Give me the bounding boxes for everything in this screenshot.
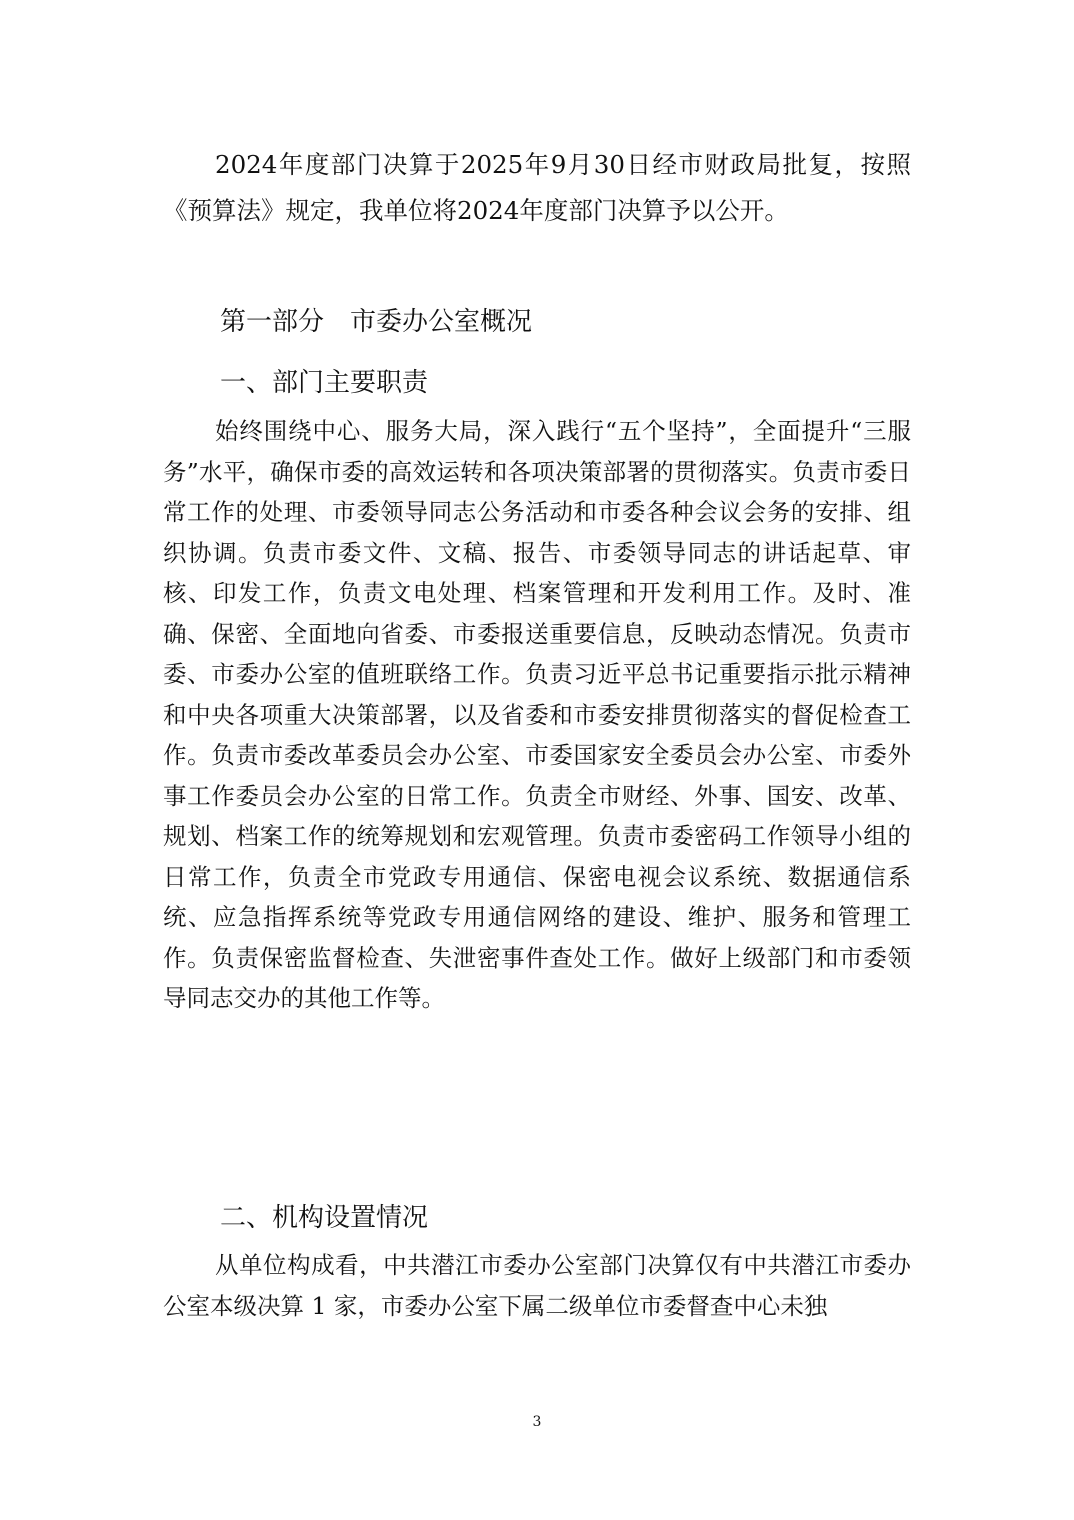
section-heading-duties: 一、部门主要职责 [220, 368, 429, 398]
page-number: 3 [532, 1414, 542, 1430]
section-body-duties [163, 411, 911, 1019]
organization-text: 从单位构成看，中共潜江市委办公室部门决算仅有中共潜江市委办公室本级决算 1 家，市委办公室下属二级单位市委督查中心未独 [163, 1251, 911, 1320]
section-body-organization [163, 1245, 911, 1326]
part-number: 第一部分 [220, 307, 325, 337]
part-title: 市委办公室概况 [350, 307, 533, 337]
intro-paragraph [163, 142, 911, 234]
section-heading-organization: 二、机构设置情况 [220, 1203, 429, 1233]
intro-text: 2024年度部门决算于2025年9月30日经市财政局批复，按照《预算法》规定，我单位将2024年度部门决算予以公开。 [163, 150, 911, 225]
part-heading [220, 302, 532, 342]
duties-text: 始终围绕中心、服务大局，深入践行“五个坚持”，全面提升“三服务”水平，确保市委的高效运转和各项决策部署的贯彻落实。负责市委日常工作的处理、市委领导同志公务活动和市委各种会议会务的安排、组织协调。负责市委文件、文稿、报告、市委领导同志的讲话起草、审核、印发工作，负责文电处理、档案管理和开发利用工作。及时、准确、保密、全面地向省委、市委报送重要信息，反映动态情况。负责市委、市委办公室的值班联络工作。负责习近平总书记重要指示批示精神和中央各项重大决策部署，以及省委和市委安排贯彻落实的督促检查工作。负责市委改革委员会办公室、市委国家安全委员会办公室、市委外事工作委员会办公室的日常工作。负责全市财经、外事、国安、改革、规划、档案工作的统筹规划和宏观管理。负责市委密码工作领导小组的日常工作，负责全市党政专用通信、保密电视会议系统、数据通信系统、应急指挥系统等党政专用通信网络的建设、维护、服务和管理工作。负责保密监督检查、失泄密事件查处工作。做好上级部门和市委领导同志交办的其他工作等。 [163, 417, 911, 1012]
